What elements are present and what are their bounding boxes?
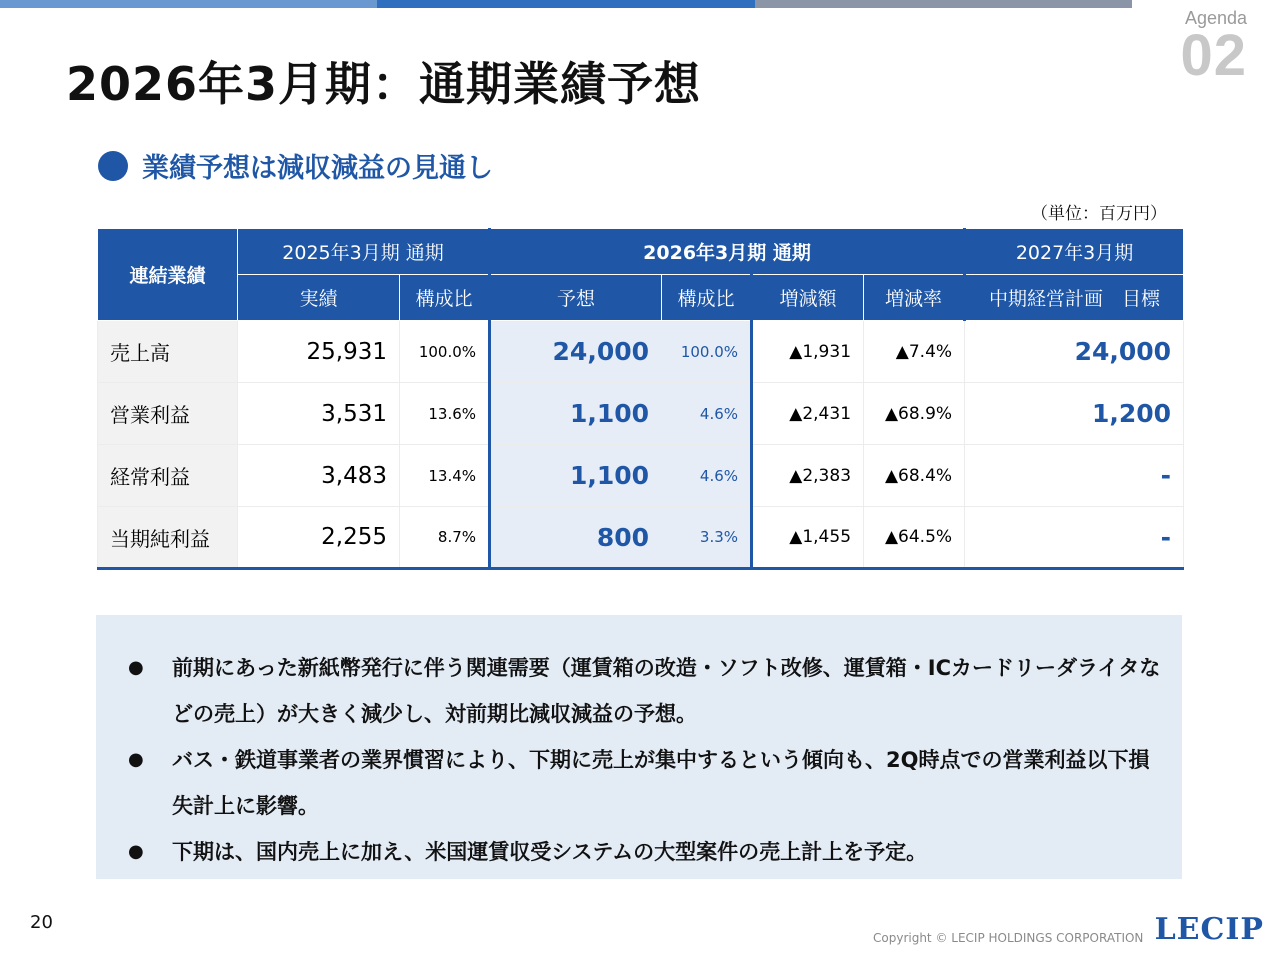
note-text: バス・鉄道事業者の業界慣習により、下期に売上が集中するという傾向も、2Q時点での営業利益以下損失計上に影響。 xyxy=(172,748,1150,818)
unit-label: （単位：百万円） xyxy=(1031,204,1167,224)
ratio-value: 8.7% xyxy=(400,507,490,569)
top-bar-segment-3 xyxy=(755,0,1132,8)
change-rate-value: ▲68.9% xyxy=(864,383,965,445)
change-amount-value: ▲2,431 xyxy=(752,383,864,445)
row-label: 営業利益 xyxy=(98,383,238,445)
group-header-fy2027: 2027年3月期 xyxy=(965,229,1184,275)
page-number: 20 xyxy=(30,912,53,933)
subheading-text: 業績予想は減収減益の見通し xyxy=(142,153,493,184)
forecast-ratio-value: 4.6% xyxy=(662,383,752,445)
target-value: 24,000 xyxy=(965,321,1184,383)
col-header-change-rate: 増減率 xyxy=(864,275,965,321)
group-header-fy2026: 2026年3月期 通期 xyxy=(490,229,965,275)
note-text: 下期は、国内売上に加え、米国運賃収受システムの大型案件の売上計上を予定。 xyxy=(172,840,928,864)
col-header-forecast-ratio: 構成比 xyxy=(662,275,752,321)
agenda-marker xyxy=(1180,8,1247,88)
forecast-value: 24,000 xyxy=(490,321,662,383)
target-value: 1,200 xyxy=(965,383,1184,445)
change-amount-value: ▲2,383 xyxy=(752,445,864,507)
target-value: - xyxy=(965,445,1184,507)
top-bar-segment-2 xyxy=(377,0,754,8)
group-header-fy2025: 2025年3月期 通期 xyxy=(238,229,490,275)
actual-value: 3,483 xyxy=(238,445,400,507)
forecast-ratio-value: 3.3% xyxy=(662,507,752,569)
col-header-forecast: 予想 xyxy=(490,275,662,321)
forecast-value: 1,100 xyxy=(490,383,662,445)
top-bar-segment-1 xyxy=(0,0,377,8)
col-header-actual: 実績 xyxy=(238,275,400,321)
change-amount-value: ▲1,455 xyxy=(752,507,864,569)
actual-value: 3,531 xyxy=(238,383,400,445)
forecast-ratio-value: 100.0% xyxy=(662,321,752,383)
bullet-dot-icon xyxy=(98,151,128,181)
table-row xyxy=(98,507,1184,569)
agenda-label: Agenda xyxy=(1184,8,1247,28)
ratio-value: 13.4% xyxy=(400,445,490,507)
table-row xyxy=(98,445,1184,507)
table-row xyxy=(98,321,1184,383)
corner-header: 連結業績 xyxy=(98,229,238,321)
table-row xyxy=(98,383,1184,445)
ratio-value: 100.0% xyxy=(400,321,490,383)
note-text: 前期にあった新紙幣発行に伴う関連需要（運賃箱の改造・ソフト改修、運賃箱・ICカードリーダライタなどの売上）が大きく減少し、対前期比減収減益の予想。 xyxy=(172,656,1161,726)
row-label: 当期純利益 xyxy=(98,507,238,569)
change-rate-value: ▲7.4% xyxy=(864,321,965,383)
note-item xyxy=(128,737,1182,829)
section-subheading xyxy=(98,146,493,185)
actual-value: 2,255 xyxy=(238,507,400,569)
bullet-icon: ● xyxy=(128,749,144,770)
copyright-text: Copyright © LECIP HOLDINGS CORPORATION xyxy=(873,931,1144,945)
note-item xyxy=(128,829,1182,875)
col-header-change-amount: 増減額 xyxy=(752,275,864,321)
forecast-value: 1,100 xyxy=(490,445,662,507)
row-label: 売上高 xyxy=(98,321,238,383)
note-item xyxy=(128,645,1182,737)
bullet-icon: ● xyxy=(128,657,144,678)
forecast-ratio-value: 4.6% xyxy=(662,445,752,507)
actual-value: 25,931 xyxy=(238,321,400,383)
forecast-value: 800 xyxy=(490,507,662,569)
target-value: - xyxy=(965,507,1184,569)
col-header-ratio: 構成比 xyxy=(400,275,490,321)
ratio-value: 13.6% xyxy=(400,383,490,445)
top-accent-bar xyxy=(0,0,1132,8)
col-header-target: 中期経営計画 目標 xyxy=(965,275,1184,321)
agenda-number: 02 xyxy=(1180,23,1247,88)
notes-box xyxy=(96,615,1182,879)
page-title: 2026年3月期：通期業績予想 xyxy=(66,57,702,111)
results-table xyxy=(97,228,1184,570)
change-rate-value: ▲68.4% xyxy=(864,445,965,507)
change-amount-value: ▲1,931 xyxy=(752,321,864,383)
company-logo: LECIP xyxy=(1154,912,1264,947)
row-label: 経常利益 xyxy=(98,445,238,507)
bullet-icon: ● xyxy=(128,841,144,862)
change-rate-value: ▲64.5% xyxy=(864,507,965,569)
